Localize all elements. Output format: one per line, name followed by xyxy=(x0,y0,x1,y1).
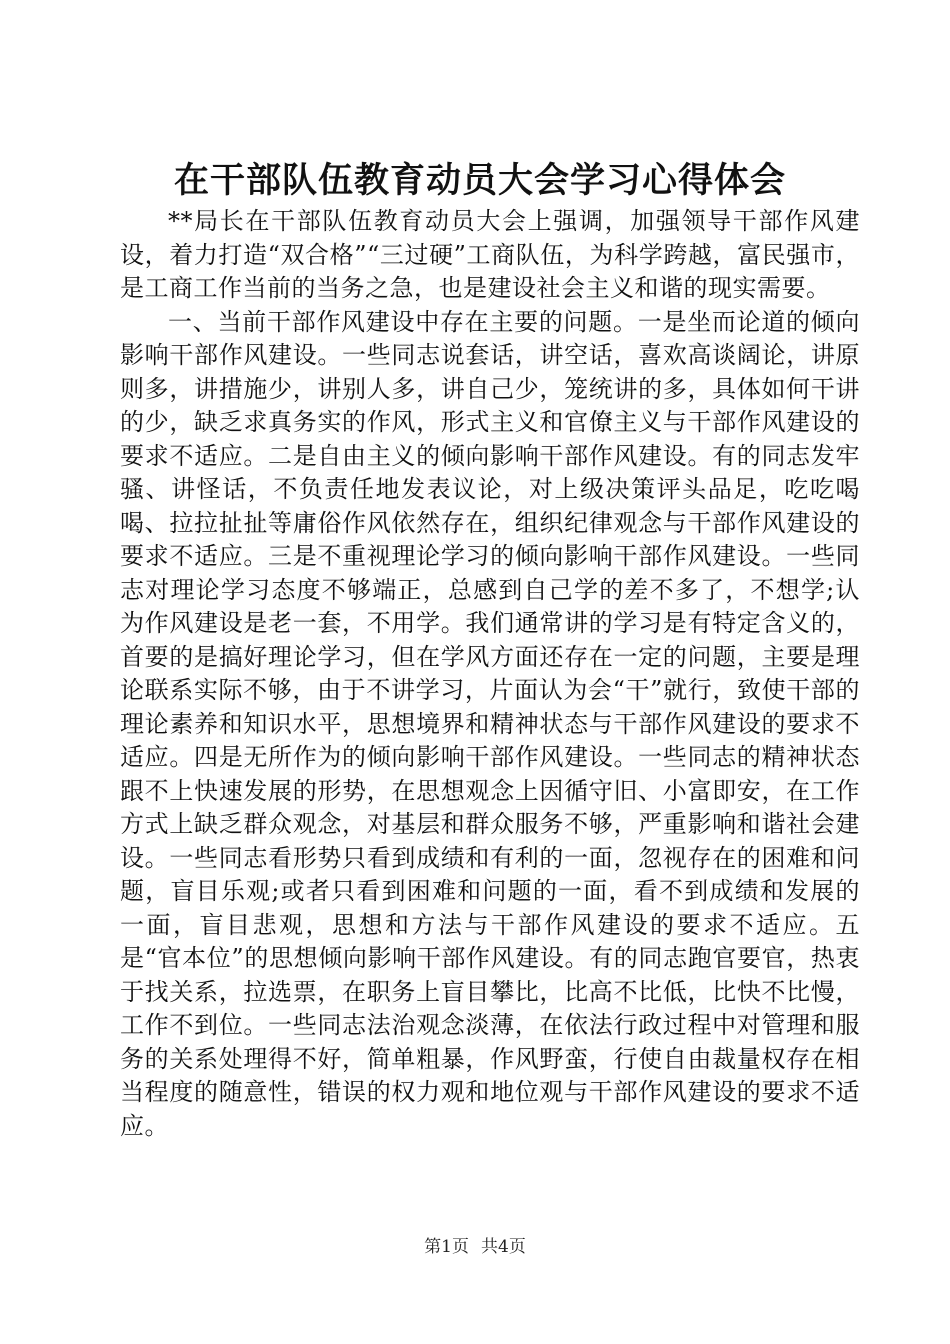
paragraph-problems: 一、当前干部作风建设中存在主要的问题。一是坐而论道的倾向影响干部作风建设。一些同志说套话，讲空话，喜欢高谈阔论，讲原则多，讲措施少，讲别人多，讲自己少，笼统讲的多，具体如何干讲的少，缺乏求真务实的作风，形式主义和官僚主义与干部作风建设的要求不适应。二是自由主义的倾向影响干部作风建设。有的同志发牢骚、讲怪话，不负责任地发表议论，对上级决策评头品足，吃吃喝喝、拉拉扯扯等庸俗作风依然存在，组织纪律观念与干部作风建设的要求不适应。三是不重视理论学习的倾向影响干部作风建设。一些同志对理论学习态度不够端正，总感到自己学的差不多了，不想学;认为作风建设是老一套，不用学。我们通常讲的学习是有特定含义的，首要的是搞好理论学习，但在学风方面还存在一定的问题，主要是理论联系实际不够，由于不讲学习，片面认为会“干”就行，致使干部的理论素养和知识水平，思想境界和精神状态与干部作风建设的要求不适应。四是无所作为的倾向影响干部作风建设。一些同志的精神状态跟不上快速发展的形势，在思想观念上因循守旧、小富即安，在工作方式上缺乏群众观念，对基层和群众服务不够，严重影响和谐社会建设。一些同志看形势只看到成绩和有利的一面，忽视存在的困难和问题，盲目乐观;或者只看到困难和问题的一面，看不到成绩和发展的一面，盲目悲观，思想和方法与干部作风建设的要求不适应。五是“官本位”的思想倾向影响干部作风建设。有的同志跑官要官，热衷于找关系，拉选票，在职务上盲目攀比，比高不比低，比快不比慢，工作不到位。一些同志法治观念淡薄，在依法行政过程中对管理和服务的关系处理得不好，简单粗暴，作风野蛮，行使自由裁量权存在相当程度的随意性，错误的权力观和地位观与干部作风建设的要求不适应。 xyxy=(120,307,860,1140)
page-footer xyxy=(0,1235,950,1259)
page-total: 共4页 xyxy=(481,1237,526,1257)
document-body xyxy=(120,205,860,1143)
paragraph-intro: **局长在干部队伍教育动员大会上强调，加强领导干部作风建设，着力打造“双合格”“三过硬”工商队伍，为科学跨越，富民强市，是工商工作当前的当务之急，也是建设社会主义和谐的现实需要。 xyxy=(120,207,860,302)
document-title: 在干部队伍教育动员大会学习心得体会 xyxy=(173,160,786,201)
page-number: 第1页 xyxy=(424,1237,469,1257)
